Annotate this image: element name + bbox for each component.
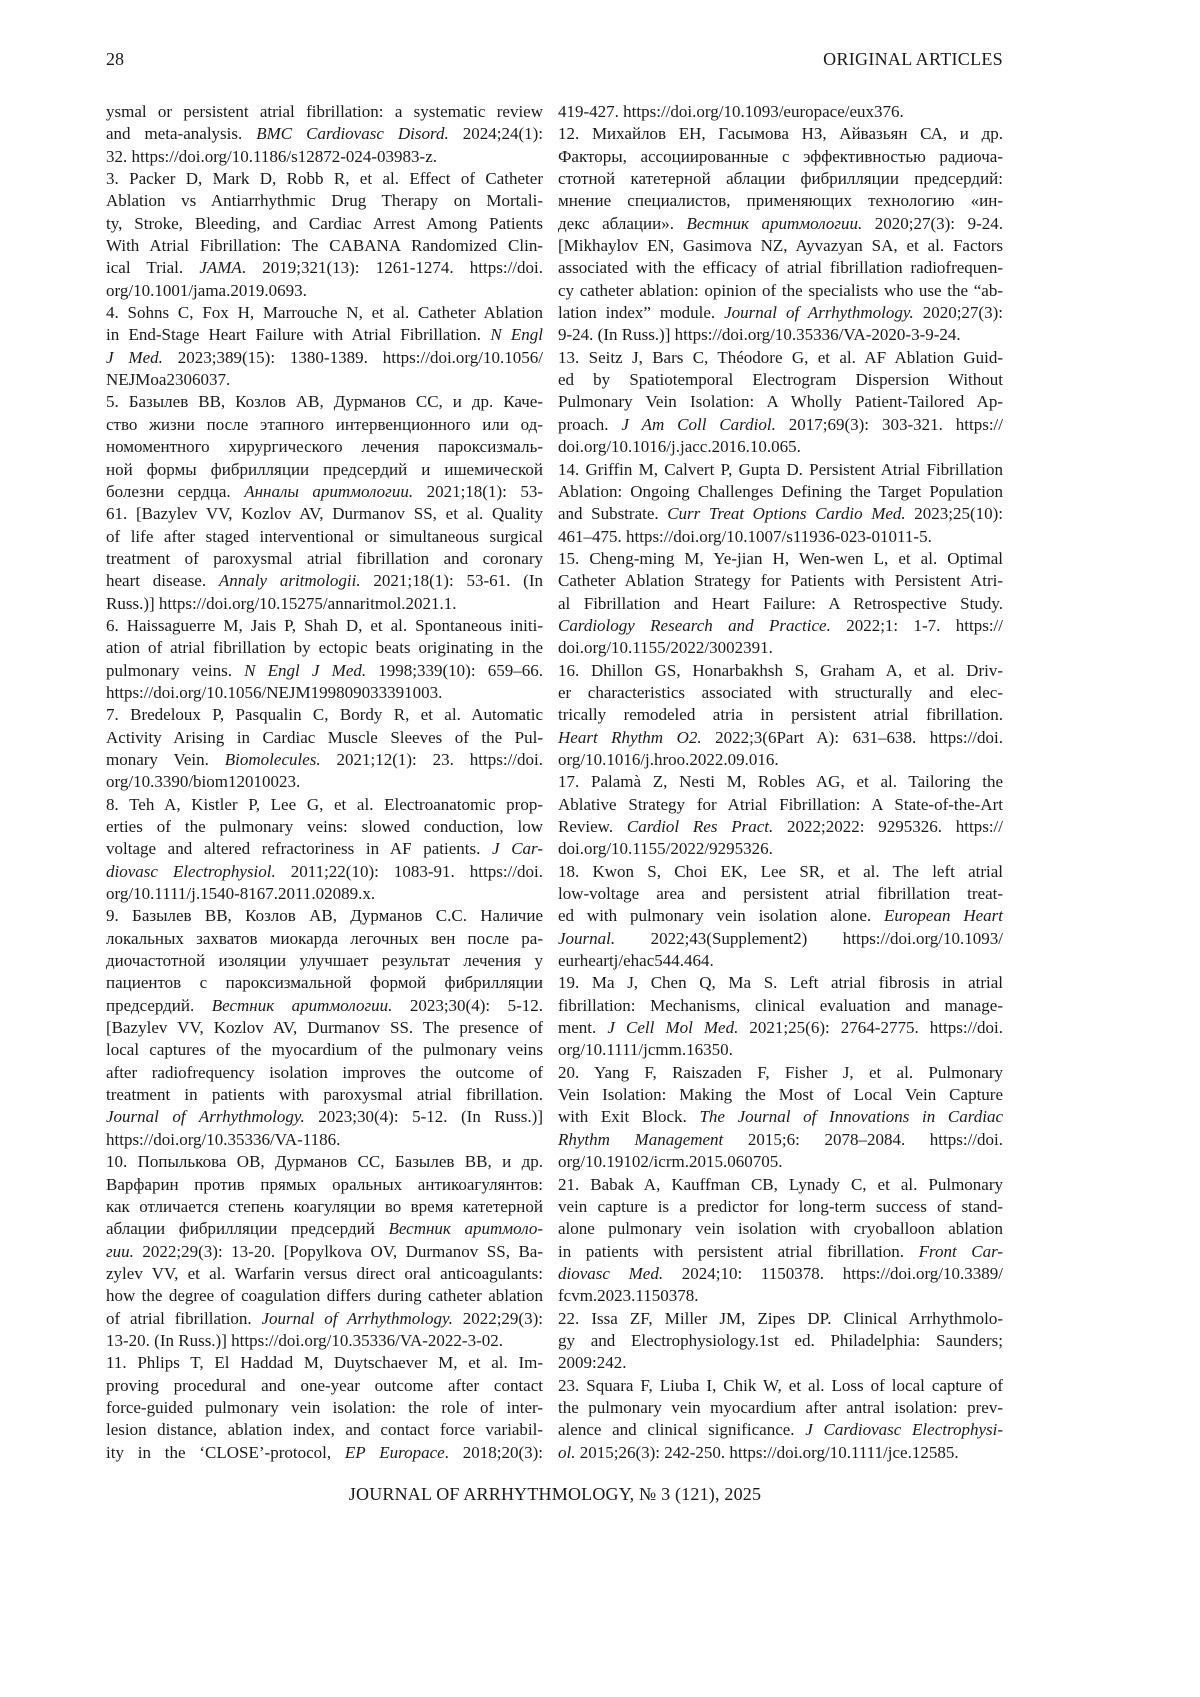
reference-text: 21. Babak A, Kauffman CB, Lynady C, et al. Pulmonary [558, 1175, 1003, 1194]
reference-text: al Fibrillation and Heart Failure: A Retrospective Study. [558, 594, 1003, 613]
reference-text: [Mikhaylov EN, Gasimova NZ, Ayvazyan SA, et al. Factors [558, 236, 1003, 255]
reference-text: associated with the efficacy of atrial fibrillation radiofrequen- [558, 258, 1003, 277]
reference-text: doi.org/10.1155/2022/3002391. [558, 638, 773, 657]
reference-line [106, 727, 543, 749]
reference-text: 20. Yang F, Raiszaden F, Fisher J, et al. Pulmonary [558, 1063, 1003, 1082]
reference-line [558, 436, 1003, 458]
journal-title-italic: EP Europace [345, 1443, 445, 1462]
reference-line [558, 459, 1003, 481]
reference-line [106, 928, 543, 950]
reference-line [558, 168, 1003, 190]
reference-text: 2020;27(3): 9-24. [862, 214, 1003, 233]
reference-line [558, 1084, 1003, 1106]
reference-text: treatment of paroxysmal atrial fibrillation and coronary [106, 549, 543, 568]
reference-text: fcvm.2023.1150378. [558, 1286, 699, 1305]
reference-line [558, 213, 1003, 235]
reference-text: vein capture is a predictor for long-term success of stand- [558, 1197, 1003, 1216]
reference-text: болезни сердца. [106, 482, 244, 501]
reference-text: 2022;43(Supplement2) https://doi.org/10.1093/ [615, 929, 1003, 948]
journal-title-italic: Curr Treat Options Cardio Med. [667, 504, 905, 523]
reference-text: org/10.3390/biom12010023. [106, 772, 300, 791]
reference-text: диочастотной изоляции улучшает результат лечения у [106, 951, 543, 970]
reference-text: 7. Bredeloux P, Pasqualin C, Bordy R, et al. Automatic [106, 705, 543, 724]
reference-line [106, 235, 543, 257]
reference-line [106, 146, 543, 168]
reference-text: 19. Ma J, Chen Q, Ma S. Left atrial fibrosis in atrial [558, 973, 1003, 992]
reference-line [558, 1375, 1003, 1397]
reference-text: . 2019;321(13): 1261-1274. https://doi. [242, 258, 543, 277]
reference-text: ство жизни после этапного интервенционного или од- [106, 415, 543, 434]
reference-text: 10. Попылькова ОВ, Дурманов СС, Базылев ВВ, и др. [106, 1152, 543, 1171]
reference-text: erties of the pulmonary veins: slowed conduction, low [106, 817, 543, 836]
reference-text: ysmal or persistent atrial fibrillation: a systematic review [106, 102, 543, 121]
reference-text: trically remodeled atria in persistent atrial fibrillation. [558, 705, 1003, 724]
reference-text: 15. Cheng-ming M, Ye-jian H, Wen-wen L, et al. Optimal [558, 549, 1003, 568]
reference-line [558, 704, 1003, 726]
reference-line [106, 391, 543, 413]
reference-line [558, 548, 1003, 570]
reference-line [106, 1419, 543, 1441]
reference-text: 12. Михайлов ЕН, Гасымова НЗ, Айвазьян СА, и др. [558, 124, 1003, 143]
reference-text: Ablation: Ongoing Challenges Defining the Target Population [558, 482, 1003, 501]
reference-text: pulmonary veins. [106, 661, 244, 680]
reference-line [106, 101, 543, 123]
reference-text: 2024;10: 1150378. https://doi.org/10.3389/ [663, 1264, 1003, 1283]
reference-text: аблации фибрилляции предсердий [106, 1219, 388, 1238]
journal-title-italic: N Engl J Med. [244, 661, 366, 680]
reference-text: 14. Griffin M, Calvert P, Gupta D. Persistent Atrial Fibrillation [558, 460, 1003, 479]
reference-text: 18. Kwon S, Choi EK, Lee SR, et al. The left atrial [558, 862, 1003, 881]
reference-text: eurheartj/ehac544.464. [558, 951, 714, 970]
reference-line [106, 257, 543, 279]
reference-line [558, 235, 1003, 257]
reference-text: 2021;18(1): 53-61. (In [361, 571, 543, 590]
reference-text: doi.org/10.1155/2022/9295326. [558, 839, 773, 858]
reference-line [558, 972, 1003, 994]
reference-text: 2022;1: 1-7. https:// [831, 616, 1003, 635]
reference-line [558, 682, 1003, 704]
reference-text: 2023;25(10): [906, 504, 1003, 523]
reference-line [558, 771, 1003, 793]
reference-text: and Substrate. [558, 504, 667, 523]
reference-line [558, 1106, 1003, 1128]
reference-text: Vein Isolation: Making the Most of Local Vein Capture [558, 1085, 1003, 1104]
reference-line [106, 168, 543, 190]
reference-text: 2017;69(3): 303-321. https:// [776, 415, 1003, 434]
reference-text: 2023;30(4): 5-12. [392, 996, 543, 1015]
journal-title-italic: Front Car- [919, 1242, 1003, 1261]
reference-text: 8. Teh A, Kistler P, Lee G, et al. Electroanatomic prop- [106, 795, 543, 814]
reference-text: стотной катетерной аблации фибрилляции предсердий: [558, 169, 1003, 188]
reference-text: ment. [558, 1018, 607, 1037]
reference-line [558, 526, 1003, 548]
reference-line [558, 101, 1003, 123]
reference-text: With Atrial Fibrillation: The CABANA Randomized Clin- [106, 236, 543, 255]
reference-line [106, 1308, 543, 1330]
reference-line [106, 526, 543, 548]
reference-line [558, 1039, 1003, 1061]
reference-line [558, 1017, 1003, 1039]
reference-text: doi.org/10.1016/j.jacc.2016.10.065. [558, 437, 801, 456]
reference-line [558, 1263, 1003, 1285]
reference-line [106, 481, 543, 503]
reference-text: 2021;18(1): 53- [413, 482, 543, 501]
journal-title-italic: BMC Cardiovasc Disord. [256, 124, 448, 143]
reference-text: in patients with persistent atrial fibrillation. [558, 1242, 919, 1261]
reference-text: the pulmonary vein myocardium after antral isolation: prev- [558, 1398, 1003, 1417]
reference-text: org/10.19102/icrm.2015.060705. [558, 1152, 782, 1171]
reference-line [106, 1106, 543, 1128]
reference-line [558, 1174, 1003, 1196]
reference-line [106, 838, 543, 860]
reference-line [558, 1151, 1003, 1173]
section-title: ORIGINAL ARTICLES [823, 49, 1003, 70]
journal-title-italic: гии. [106, 1242, 134, 1261]
reference-text: 61. [Bazylev VV, Kozlov AV, Durmanov SS, et al. Quality [106, 504, 543, 523]
reference-text: 3. Packer D, Mark D, Robb R, et al. Effect of Catheter [106, 169, 543, 188]
journal-title-italic: Journal of Arrhythmology. [724, 303, 914, 322]
reference-line [558, 749, 1003, 771]
reference-line [558, 1330, 1003, 1352]
reference-line [106, 302, 543, 324]
reference-text: ed by Spatiotemporal Electrogram Dispersion Without [558, 370, 1003, 389]
reference-line [106, 1151, 543, 1173]
reference-text: декс аблации». [558, 214, 687, 233]
reference-text: 5. Базылев ВВ, Козлов АВ, Дурманов СС, и др. Каче- [106, 392, 543, 411]
reference-text: voltage and altered refractoriness in AF patients. [106, 839, 492, 858]
reference-line [558, 503, 1003, 525]
reference-text: 9-24. (In Russ.)] https://doi.org/10.35336/VA-2020-3-9-24. [558, 325, 961, 344]
reference-line [106, 548, 543, 570]
journal-title-italic: Journal. [558, 929, 615, 948]
reference-text: ной формы фибрилляции предсердий и ишемической [106, 460, 543, 479]
journal-title-italic: ol. [558, 1443, 575, 1462]
reference-text: Activity Arising in Cardiac Muscle Sleeves of the Pul- [106, 728, 543, 747]
reference-line [106, 1442, 543, 1464]
journal-title-italic: Annaly aritmologii. [219, 571, 361, 590]
reference-text: 2021;25(6): 2764-2775. https://doi. [738, 1018, 1003, 1037]
reference-text: how the degree of coagulation differs during catheter ablation [106, 1286, 543, 1305]
reference-text: https://doi.org/10.35336/VA-1186. [106, 1130, 340, 1149]
reference-text: 16. Dhillon GS, Honarbakhsh S, Graham A, et al. Driv- [558, 661, 1003, 680]
reference-line [106, 1263, 543, 1285]
reference-text: monary Vein. [106, 750, 225, 769]
reference-line [558, 1218, 1003, 1240]
reference-text: fibrillation: Mechanisms, clinical evaluation and manage- [558, 996, 1003, 1015]
reference-line [106, 771, 543, 793]
reference-line [106, 1352, 543, 1374]
journal-title-italic: The Journal of Innovations in Cardiac [699, 1107, 1003, 1126]
reference-text: Варфарин против прямых оральных антикоагулянтов: [106, 1175, 543, 1194]
reference-text: 2020;27(3): [914, 303, 1003, 322]
reference-line [558, 1285, 1003, 1307]
reference-line [558, 905, 1003, 927]
reference-text: org/10.1001/jama.2019.0693. [106, 281, 307, 300]
journal-title-italic: Journal of Arrhythmology. [262, 1309, 453, 1328]
reference-text: heart disease. [106, 571, 219, 590]
reference-text: and meta-analysis. [106, 124, 256, 143]
reference-text: Факторы, ассоциированные с эффективностью радиоча- [558, 147, 1003, 166]
reference-text: treatment in patients with paroxysmal atrial fibrillation. [106, 1085, 543, 1104]
reference-line [558, 660, 1003, 682]
reference-text: lesion distance, ablation index, and contact force variabil- [106, 1420, 543, 1439]
reference-text: 2024;24(1): [449, 124, 543, 143]
reference-line [106, 1241, 543, 1263]
journal-title-italic: Вестник аритмологии. [212, 996, 393, 1015]
reference-text: Catheter Ablation Strategy for Patients with Persistent Atri- [558, 571, 1003, 590]
reference-text: ical Trial. [106, 258, 199, 277]
reference-line [558, 593, 1003, 615]
reference-line [558, 615, 1003, 637]
journal-title-italic: diovasc Med. [558, 1264, 663, 1283]
reference-line [106, 861, 543, 883]
reference-line [558, 637, 1003, 659]
reference-line [558, 570, 1003, 592]
journal-title-italic: Rhythm Management [558, 1130, 723, 1149]
reference-line [106, 436, 543, 458]
reference-text: cy catheter ablation: opinion of the specialists who use the “ab- [558, 281, 1003, 300]
reference-text: of atrial fibrillation. [106, 1309, 262, 1328]
reference-text: gy and Electrophysiology.1st ed. Philadelphia: Saunders; [558, 1331, 1003, 1350]
journal-title-italic: Heart Rhythm O2. [558, 728, 702, 747]
reference-text: 419-427. https://doi.org/10.1093/europace/eux376. [558, 102, 904, 121]
reference-text: proving procedural and one-year outcome after contact [106, 1376, 543, 1395]
reference-text: force-guided pulmonary vein isolation: the role of inter- [106, 1398, 543, 1417]
reference-line [106, 1017, 543, 1039]
reference-text: 2023;389(15): 1380-1389. https://doi.org/10.1056/ [163, 348, 543, 367]
reference-line [106, 280, 543, 302]
reference-text: alence and clinical significance. [558, 1420, 805, 1439]
reference-line [558, 1062, 1003, 1084]
reference-line [106, 324, 543, 346]
reference-line [558, 1397, 1003, 1419]
journal-title-italic: J Cell Mol Med. [607, 1018, 738, 1037]
reference-text: 2022;29(3): [453, 1309, 543, 1328]
reference-line [106, 503, 543, 525]
references-column-left [106, 101, 543, 1464]
reference-line [106, 1285, 543, 1307]
reference-line [106, 459, 543, 481]
reference-line [106, 1330, 543, 1352]
reference-line [106, 1039, 543, 1061]
reference-line [558, 928, 1003, 950]
reference-text: 2015;26(3): 242-250. https://doi.org/10.1111/jce.12585. [575, 1443, 958, 1462]
reference-text: proach. [558, 415, 621, 434]
reference-text: предсердий. [106, 996, 212, 1015]
reference-line [558, 794, 1003, 816]
reference-line [106, 1196, 543, 1218]
reference-line [558, 861, 1003, 883]
reference-line [106, 682, 543, 704]
journal-title-italic: J Am Coll Cardiol. [621, 415, 775, 434]
journal-title-italic: Анналы аритмологии. [244, 482, 413, 501]
reference-text: 9. Базылев ВВ, Козлов АВ, Дурманов С.С. Наличие [106, 906, 543, 925]
page-number: 28 [106, 49, 124, 70]
reference-line [558, 727, 1003, 749]
reference-text: 17. Palamà Z, Nesti M, Robles AG, et al. Tailoring the [558, 772, 1003, 791]
reference-line [558, 302, 1003, 324]
reference-line [558, 1241, 1003, 1263]
reference-line [106, 1397, 543, 1419]
reference-line [106, 637, 543, 659]
reference-text: локальных захватов миокарда легочных вен после ра- [106, 929, 543, 948]
journal-title-italic: J Car- [492, 839, 543, 858]
reference-text: 32. https://doi.org/10.1186/s12872-024-03983-z. [106, 147, 437, 166]
journal-title-italic: N Engl [490, 325, 543, 344]
reference-text: low-voltage area and persistent atrial fibrillation treat- [558, 884, 1003, 903]
reference-line [106, 213, 543, 235]
reference-line [106, 570, 543, 592]
journal-title-italic: Biomolecules. [225, 750, 321, 769]
reference-text: local captures of the myocardium of the pulmonary veins [106, 1040, 543, 1059]
reference-text: 2022;3(6Part A): 631–638. https://doi. [702, 728, 1003, 747]
reference-text: NEJMoa2306037. [106, 370, 230, 389]
reference-text: 2011;22(10): 1083-91. https://doi. [276, 862, 543, 881]
reference-text: 461–475. https://doi.org/10.1007/s11936-023-01011-5. [558, 527, 932, 546]
reference-text: ed with pulmonary vein isolation alone. [558, 906, 884, 925]
reference-text: alone pulmonary vein isolation with cryoballoon ablation [558, 1219, 1003, 1238]
reference-text: Ablative Strategy for Atrial Fibrillation: A State-of-the-Art [558, 795, 1003, 814]
references-column-right [558, 101, 1003, 1464]
reference-line [558, 347, 1003, 369]
reference-line [558, 950, 1003, 972]
reference-line [558, 1196, 1003, 1218]
reference-text: 11. Phlips T, El Haddad M, Duytschaever M, et al. Im- [106, 1353, 543, 1372]
reference-line [106, 995, 543, 1017]
reference-text: org/10.1111/jcmm.16350. [558, 1040, 733, 1059]
reference-text: 13-20. (In Russ.)] https://doi.org/10.35336/VA-2022-3-02. [106, 1331, 503, 1350]
reference-line [558, 1419, 1003, 1441]
reference-text: after radiofrequency isolation improves the outcome of [106, 1063, 543, 1082]
reference-text: org/10.1111/j.1540-8167.2011.02089.x. [106, 884, 375, 903]
reference-text: 22. Issa ZF, Miller JM, Zipes DP. Clinical Arrhythmolo- [558, 1309, 1003, 1328]
reference-line [106, 593, 543, 615]
reference-text: ation of atrial fibrillation by ectopic beats originating in the [106, 638, 543, 657]
reference-text: 4. Sohns C, Fox H, Marrouche N, et al. Catheter Ablation [106, 303, 543, 322]
reference-line [106, 883, 543, 905]
reference-text: 1998;339(10): 659–66. [366, 661, 543, 680]
reference-line [106, 190, 543, 212]
reference-text: 2023;30(4): 5-12. (In Russ.)] [305, 1107, 543, 1126]
reference-text: zylev VV, et al. Warfarin versus direct oral anticoagulants: [106, 1264, 543, 1283]
reference-line [558, 838, 1003, 860]
reference-line [558, 816, 1003, 838]
reference-line [106, 1062, 543, 1084]
reference-text: Russ.)] https://doi.org/10.15275/annaritmol.2021.1. [106, 594, 457, 613]
reference-text: Pulmonary Vein Isolation: A Wholly Patient-Tailored Ap- [558, 392, 1003, 411]
journal-footer: JOURNAL OF ARRHYTHMOLOGY, № 3 (121), 2025 [0, 1484, 1110, 1505]
journal-title-italic: diovasc Electrophysiol. [106, 862, 276, 881]
reference-line [558, 146, 1003, 168]
reference-line [558, 280, 1003, 302]
reference-text: . 2018;20(3): [445, 1443, 543, 1462]
reference-line [558, 995, 1003, 1017]
reference-line [558, 1352, 1003, 1374]
reference-line [106, 704, 543, 726]
reference-text: 6. Haissaguerre M, Jais P, Shah D, et al. Spontaneous initi- [106, 616, 543, 635]
reference-line [558, 257, 1003, 279]
reference-text: мнение специалистов, применяющих технологию «ин- [558, 191, 1003, 210]
reference-text: er characteristics associated with structurally and elec- [558, 683, 1003, 702]
reference-line [558, 414, 1003, 436]
journal-title-italic: Cardiology Research and Practice. [558, 616, 831, 635]
reference-text: 2009:242. [558, 1353, 626, 1372]
reference-line [106, 972, 543, 994]
journal-title-italic: Вестник аритмологии. [687, 214, 863, 233]
reference-line [106, 749, 543, 771]
reference-line [106, 1084, 543, 1106]
reference-line [106, 369, 543, 391]
reference-text: lation index” module. [558, 303, 724, 322]
reference-line [106, 1174, 543, 1196]
reference-line [106, 816, 543, 838]
reference-line [558, 190, 1003, 212]
reference-text: with Exit Block. [558, 1107, 699, 1126]
reference-line [558, 1129, 1003, 1151]
reference-text: [Bazylev VV, Kozlov AV, Durmanov SS. The presence of [106, 1018, 543, 1037]
reference-text: in End-Stage Heart Failure with Atrial Fibrillation. [106, 325, 490, 344]
reference-line [106, 1375, 543, 1397]
reference-text: of life after staged interventional or simultaneous surgical [106, 527, 543, 546]
reference-text: ty, Stroke, Bleeding, and Cardiac Arrest Among Patients [106, 214, 543, 233]
reference-text: 2022;2022: 9295326. https:// [773, 817, 1003, 836]
reference-line [106, 1218, 543, 1240]
reference-text: 2022;29(3): 13-20. [Popylkova OV, Durmanov SS, Ba- [134, 1242, 543, 1261]
reference-text: 23. Squara F, Liuba I, Chik W, et al. Loss of local capture of [558, 1376, 1003, 1395]
reference-text: org/10.1016/j.hroo.2022.09.016. [558, 750, 779, 769]
reference-line [558, 391, 1003, 413]
journal-title-italic: Вестник аритмоло- [388, 1219, 543, 1238]
reference-line [106, 123, 543, 145]
reference-line [106, 414, 543, 436]
reference-line [106, 794, 543, 816]
reference-text: номоментного хирургического лечения пароксизмаль- [106, 437, 543, 456]
reference-text: 2015;6: 2078–2084. https://doi. [723, 1130, 1003, 1149]
journal-title-italic: J Med. [106, 348, 163, 367]
journal-title-italic: J Cardiovasc Electrophysi- [805, 1420, 1003, 1439]
reference-line [106, 347, 543, 369]
reference-text: пациентов с пароксизмальной формой фибрилляции [106, 973, 543, 992]
reference-line [106, 905, 543, 927]
journal-title-italic: European Heart [884, 906, 1003, 925]
reference-line [106, 615, 543, 637]
reference-text: 13. Seitz J, Bars C, Théodore G, et al. AF Ablation Guid- [558, 348, 1003, 367]
reference-line [106, 950, 543, 972]
reference-text: Review. [558, 817, 627, 836]
journal-title-italic: Journal of Arrhythmology. [106, 1107, 305, 1126]
journal-title-italic: Cardiol Res Pract. [627, 817, 773, 836]
reference-line [558, 1442, 1003, 1464]
reference-text: https://doi.org/10.1056/NEJM199809033391003. [106, 683, 442, 702]
reference-text: 2021;12(1): 23. https://doi. [321, 750, 543, 769]
reference-line [558, 481, 1003, 503]
reference-text: Ablation vs Antiarrhythmic Drug Therapy on Mortali- [106, 191, 543, 210]
reference-line [558, 369, 1003, 391]
reference-line [558, 1308, 1003, 1330]
journal-title-italic: JAMA [199, 258, 241, 277]
reference-line [558, 123, 1003, 145]
reference-text: как отличается степень коагуляции во время катетерной [106, 1197, 543, 1216]
reference-text: ity in the ‘CLOSE’-protocol, [106, 1443, 345, 1462]
reference-line [106, 1129, 543, 1151]
reference-line [106, 660, 543, 682]
reference-line [558, 324, 1003, 346]
reference-line [558, 883, 1003, 905]
